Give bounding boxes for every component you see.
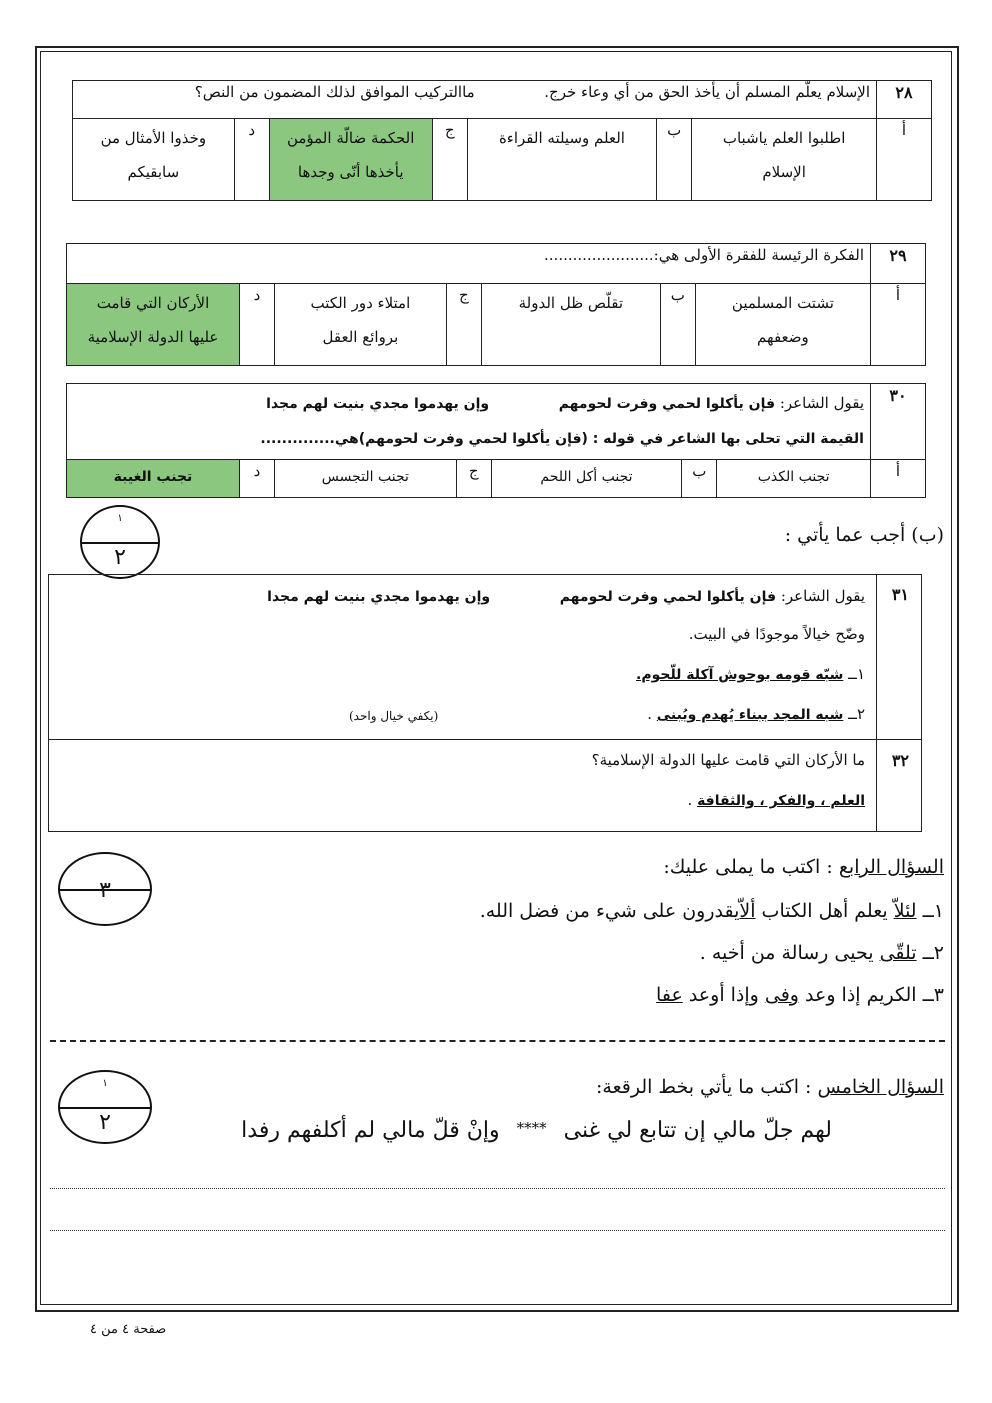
poet-label: يقول الشاعر: [779, 394, 864, 412]
option-letter: أ [877, 119, 932, 201]
question-stem [67, 384, 871, 460]
dictation-line-1: ١ــ لئلاّ يعلم أهل الكتاب ألاّيقدرون على شيء من فضل الله. [479, 900, 944, 922]
score-circle [58, 852, 152, 926]
questions-31-32-box [48, 574, 922, 832]
row-divider [49, 739, 921, 740]
question-4-title: السؤال الرابع [838, 856, 944, 878]
score-total: ٢ [114, 545, 126, 570]
verse-part-1: فإن يأكلوا لحمي وفرت لحومهم [558, 396, 776, 412]
option-c-correct[interactable]: الحكمة ضالّة المؤمن يأخذها أنّى وجدها [269, 119, 432, 201]
option-d[interactable]: وخذوا الأمثال من سابقيكم [73, 119, 235, 201]
question-number: ٣٠ [871, 384, 926, 460]
option-letter: د [234, 119, 269, 201]
stem-statement: الإسلام يعلّم المسلم أن يأخذ الحق من أي وعاء خرج. [544, 83, 870, 101]
verse-part-1: لهم جلّ مالي إن تتابع لي غنى [563, 1118, 832, 1143]
score-total: ٢ [99, 1110, 111, 1135]
question-number: ٣٢ [891, 751, 909, 770]
question-number: ٢٩ [871, 244, 926, 284]
number-column-divider [876, 575, 877, 831]
question-32-text: ما الأركان التي قامت عليها الدولة الإسلامية؟ [591, 751, 865, 769]
question-28-table [72, 80, 932, 201]
score-divider [60, 1107, 150, 1109]
score-total: ٣ [99, 878, 111, 903]
option-letter: د [240, 284, 275, 366]
option-letter: أ [871, 284, 926, 366]
section-b-title: (ب) أجب عما يأتي : [784, 524, 944, 546]
verse-part-2: وإن يهدموا مجدي بنيت لهم مجدا [266, 396, 490, 412]
option-c[interactable]: امتلاء دور الكتب بروائع العقل [275, 284, 447, 366]
poet-label: يقول الشاعر: [780, 587, 865, 605]
option-a[interactable]: تجنب الكذب [717, 460, 871, 498]
question-31-text: وضّح خيالاً موجودًا في البيت. [688, 625, 865, 643]
option-letter: د [240, 460, 275, 498]
question-number: ٣١ [891, 585, 909, 604]
option-letter: ج [446, 284, 481, 366]
question-31-verse [267, 587, 865, 605]
answer-1-text: شبّه قومه بوحوش آكلة للّحوم. [636, 667, 844, 683]
answer-line[interactable] [50, 1228, 945, 1231]
answer-1: ١ــ شبّه قومه بوحوش آكلة للّحوم. [636, 665, 865, 683]
question-stem: الفكرة الرئيسة للفقرة الأولى هي:....................... [67, 244, 871, 284]
option-b[interactable]: تجنب أكل اللحم [491, 460, 682, 498]
question-4-instruction: : اكتب ما يملى عليك: [663, 856, 833, 878]
option-b[interactable]: تقلّص ظل الدولة [481, 284, 660, 366]
score-earned: ١ [117, 513, 123, 524]
question-text: القيمة التي تحلى بها الشاعر في قوله : (فإن يأكلوا لحمي وفرت لحومهم)هي.............. [260, 431, 864, 447]
handwriting-verse [241, 1118, 832, 1143]
option-c[interactable]: تجنب التجسس [275, 460, 457, 498]
answer-line[interactable] [50, 1186, 945, 1189]
score-circle [58, 1070, 152, 1144]
verse-part-2: وإن يهدموا مجدي بنيت لهم مجدا [267, 589, 491, 605]
question-number: ٢٨ [877, 81, 932, 119]
score-divider [82, 542, 158, 544]
option-letter: ج [432, 119, 467, 201]
option-d-correct[interactable]: الأركان التي قامت عليها الدولة الإسلامية [67, 284, 240, 366]
option-a[interactable]: اطلبوا العلم ياشباب الإسلام [692, 119, 877, 201]
dictation-line-3: ٣ــ الكريم إذا وعد وفى وإذا أوعد عفا [656, 984, 944, 1006]
option-letter: ب [657, 119, 692, 201]
verse-part-2: وإنْ قلّ مالي لم أكلفهم رفدا [241, 1118, 500, 1143]
option-letter: ب [660, 284, 695, 366]
answer-2: ٢ــ شبه المجد ببناء يُهدم ويُبنى . [647, 705, 865, 723]
stem-question: ماالتركيب الموافق لذلك المضمون من النص؟ [194, 83, 475, 101]
question-29-table [66, 243, 926, 366]
option-a[interactable]: تشتت المسلمين وضعفهم [695, 284, 870, 366]
question-32-answer: العلم ، والفكر ، والثقافة . [687, 791, 865, 809]
question-4-header [663, 856, 944, 878]
score-earned: ١ [102, 1078, 108, 1089]
answer-2-text: شبه المجد ببناء يُهدم ويُبنى [656, 707, 844, 723]
question-5-instruction: : اكتب ما يأتي بخط الرقعة: [596, 1076, 812, 1098]
option-d-correct[interactable]: تجنب الغيبة [67, 460, 240, 498]
question-5-title: السؤال الخامس [817, 1076, 944, 1098]
option-b[interactable]: العلم وسيلته القراءة [467, 119, 657, 201]
dictation-line-2: ٢ــ تلقّى يحيى رسالة من أخيه . [699, 942, 944, 964]
question-5-header [596, 1076, 944, 1098]
option-letter: أ [871, 460, 926, 498]
question-stem [73, 81, 877, 119]
answer-note: (يكفي خيال واحد) [349, 709, 439, 723]
score-circle [80, 505, 160, 579]
page-number: صفحة ٤ من ٤ [90, 1322, 167, 1337]
section-separator [50, 1040, 945, 1042]
verse-separator: **** [516, 1119, 547, 1137]
question-30-table [66, 383, 926, 498]
verse-part-1: فإن يأكلوا لحمي وفرت لحومهم [559, 589, 777, 605]
option-letter: ب [682, 460, 717, 498]
answer-text: العلم ، والفكر ، والثقافة [697, 793, 865, 809]
option-letter: ج [456, 460, 491, 498]
